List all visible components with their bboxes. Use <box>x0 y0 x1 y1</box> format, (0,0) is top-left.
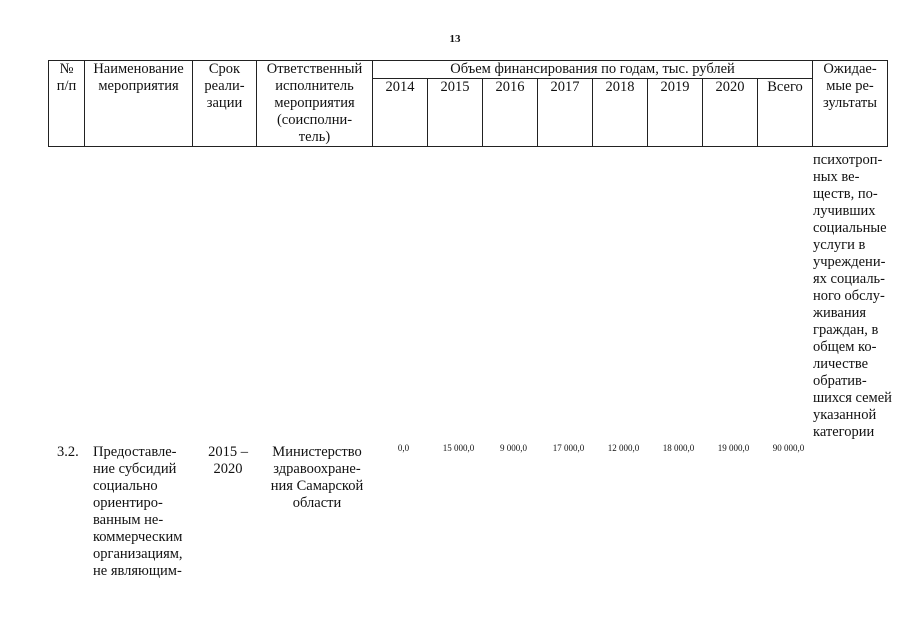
value-2018: 12 000,0 <box>607 443 640 453</box>
header-funding-title: Объем финансирования по годам, тыс. рублей <box>373 61 813 79</box>
table-header <box>48 60 888 147</box>
value-2014: 0,0 <box>397 443 410 453</box>
value-total: 90 000,0 <box>772 443 805 453</box>
header-year: 2019 <box>648 79 703 147</box>
page-number: 13 <box>449 33 461 45</box>
continued-result-text: психотроп- ных ве- ществ, по- лучивших социальные услуги в учреждени- ях социаль- ного обслу- живания граждан, в общем ко- личестве обратив- шихся семей указанной категории <box>813 152 892 440</box>
header-term: Срок реали- зации <box>193 61 257 147</box>
header-year: 2016 <box>483 79 538 147</box>
header-number: № п/п <box>49 61 85 147</box>
row-responsible: Министерство здравоохране- ния Самарской области <box>270 444 364 511</box>
header-total: Всего <box>758 79 813 147</box>
header-year: 2015 <box>428 79 483 147</box>
row-name: Предоставле- ние субсидий социально ориентиро- ванным не- коммерческим организациям, не являющим- <box>93 444 183 579</box>
row-term: 2015 – 2020 <box>208 444 248 477</box>
header-name: Наименование мероприятия <box>85 61 193 147</box>
value-2015: 15 000,0 <box>442 443 475 453</box>
header-year: 2014 <box>373 79 428 147</box>
header-responsible: Ответственный исполнитель мероприятия (соисполни- тель) <box>257 61 373 147</box>
row-number: 3.2. <box>57 444 79 460</box>
value-2017: 17 000,0 <box>552 443 585 453</box>
header-year: 2017 <box>538 79 593 147</box>
value-2016: 9 000,0 <box>500 443 527 453</box>
header-year: 2020 <box>703 79 758 147</box>
header-year: 2018 <box>593 79 648 147</box>
value-2019: 18 000,0 <box>662 443 695 453</box>
header-results: Ожидае- мые ре- зультаты <box>813 61 888 147</box>
value-2020: 19 000,0 <box>717 443 750 453</box>
